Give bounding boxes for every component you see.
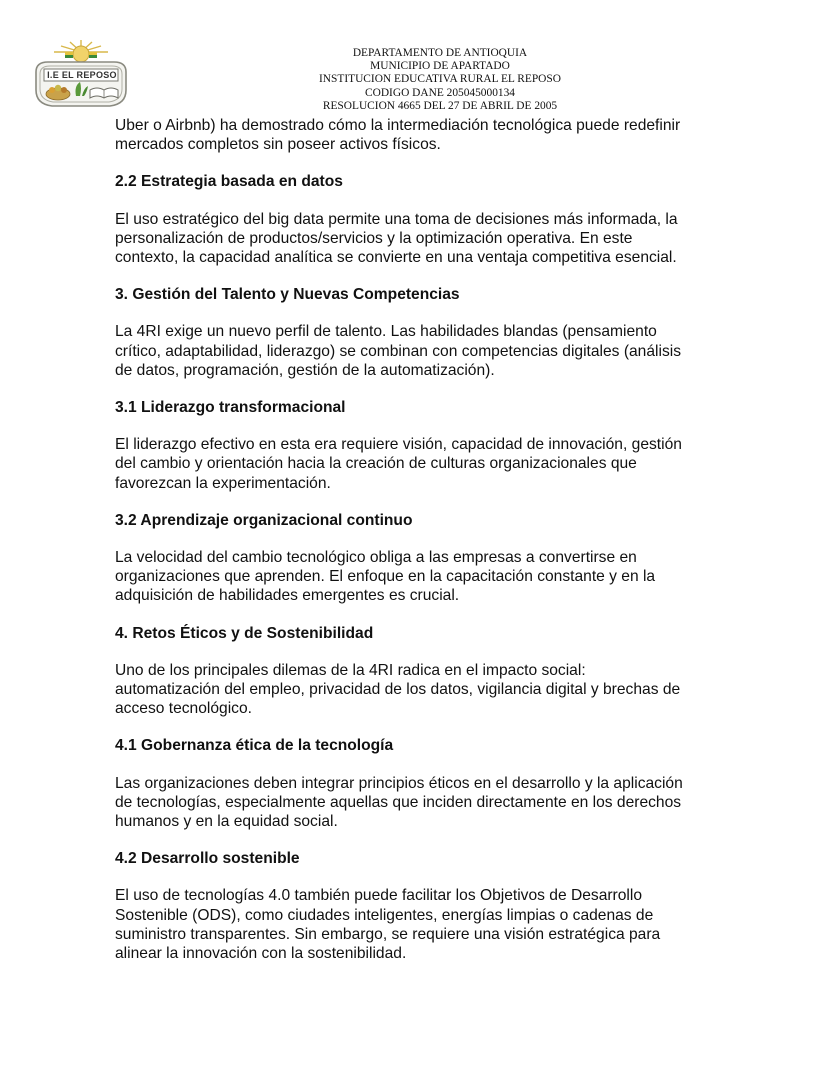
text-line: acceso tecnológico. bbox=[115, 700, 252, 718]
text-line: del cambio y orientación hacia la creación de culturas organizacionales que bbox=[115, 455, 637, 473]
text-line: suministro transparentes. Sin embargo, se requiere una visión estratégica para bbox=[115, 925, 661, 943]
text-line: adquisición de habilidades emergentes es crucial. bbox=[115, 587, 460, 605]
letterhead-institution: INSTITUCION EDUCATIVA RURAL EL REPOSO bbox=[319, 73, 561, 86]
section-paragraph-2-2 bbox=[115, 210, 715, 268]
text-line: Uber o Airbnb) ha demostrado cómo la intermediación tecnológica puede redefinir bbox=[115, 117, 681, 134]
text-line: automatización del empleo, privacidad de los datos, vigilancia digital y brechas de bbox=[115, 681, 681, 699]
text-line: contexto, la capacidad analítica se convierte en una ventaja competitiva esencial. bbox=[115, 249, 677, 267]
text-line: La velocidad del cambio tecnológico obliga a las empresas a convertirse en bbox=[115, 549, 637, 567]
text-line: Las organizaciones deben integrar principios éticos en el desarrollo y la aplicación bbox=[115, 774, 683, 792]
letterhead-dane-code: CODIGO DANE 205045000134 bbox=[365, 86, 515, 99]
section-heading-4-2: 4.2 Desarrollo sostenible bbox=[115, 850, 300, 868]
section-heading-3: 3. Gestión del Talento y Nuevas Competencias bbox=[115, 286, 460, 304]
section-paragraph-3-2 bbox=[115, 548, 715, 606]
text-line: personalización de productos/servicios y la optimización operativa. En este bbox=[115, 229, 633, 247]
text-line: favorezcan la experimentación. bbox=[115, 474, 331, 492]
letterhead-municipality: MUNICIPIO DE APARTADO bbox=[370, 60, 510, 73]
letterhead-resolution: RESOLUCION 4665 DEL 27 DE ABRIL DE 2005 bbox=[322, 99, 558, 112]
text-line: de tecnologías, especialmente aquellas que inciden directamente en los derechos bbox=[115, 793, 682, 811]
section-heading-3-2: 3.2 Aprendizaje organizacional continuo bbox=[115, 511, 413, 529]
section-paragraph-4-1 bbox=[115, 774, 715, 832]
text-line: humanos y en la equidad social. bbox=[115, 813, 338, 831]
section-heading-3-1: 3.1 Liderazgo transformacional bbox=[115, 399, 346, 417]
text-line: El uso estratégico del big data permite una toma de decisiones más informada, la bbox=[115, 210, 678, 228]
text-line: Uno de los principales dilemas de la 4RI radica en el impacto social: bbox=[115, 661, 586, 679]
section-heading-4-1: 4.1 Gobernanza ética de la tecnología bbox=[115, 737, 394, 755]
text-line: La 4RI exige un nuevo perfil de talento. Las habilidades blandas (pensamiento bbox=[115, 323, 657, 341]
text-line: alinear la innovación con la sostenibilidad. bbox=[115, 945, 407, 963]
text-line: mercados completos sin poseer activos físicos. bbox=[115, 136, 441, 154]
text-line: crítico, adaptabilidad, liderazgo) se combinan con competencias digitales (análisis bbox=[115, 342, 682, 360]
section-heading-2-2: 2.2 Estrategia basada en datos bbox=[115, 173, 343, 191]
section-paragraph-4 bbox=[115, 661, 715, 719]
text-line: de datos, programación, gestión de la automatización). bbox=[115, 361, 495, 379]
section-paragraph-3-1 bbox=[115, 435, 715, 493]
text-line: El uso de tecnologías 4.0 también puede facilitar los Objetivos de Desarrollo bbox=[115, 887, 643, 905]
text-line: organizaciones que aprenden. El enfoque en la capacitación constante y en la bbox=[115, 568, 656, 586]
letterhead bbox=[170, 47, 710, 113]
section-paragraph-3 bbox=[115, 322, 715, 380]
section-heading-4: 4. Retos Éticos y de Sostenibilidad bbox=[115, 624, 374, 642]
intro-paragraph bbox=[115, 116, 715, 154]
school-logo bbox=[30, 38, 132, 110]
logo-text: I.E EL REPOSO bbox=[47, 70, 117, 80]
text-line: El liderazgo efectivo en esta era requiere visión, capacidad de innovación, gestión bbox=[115, 436, 682, 454]
text-line: Sostenible (ODS), como ciudades inteligentes, energías limpias o cadenas de bbox=[115, 906, 654, 924]
section-paragraph-4-2 bbox=[115, 886, 715, 963]
document-body bbox=[115, 116, 715, 981]
letterhead-department: DEPARTAMENTO DE ANTIOQUIA bbox=[352, 47, 528, 59]
